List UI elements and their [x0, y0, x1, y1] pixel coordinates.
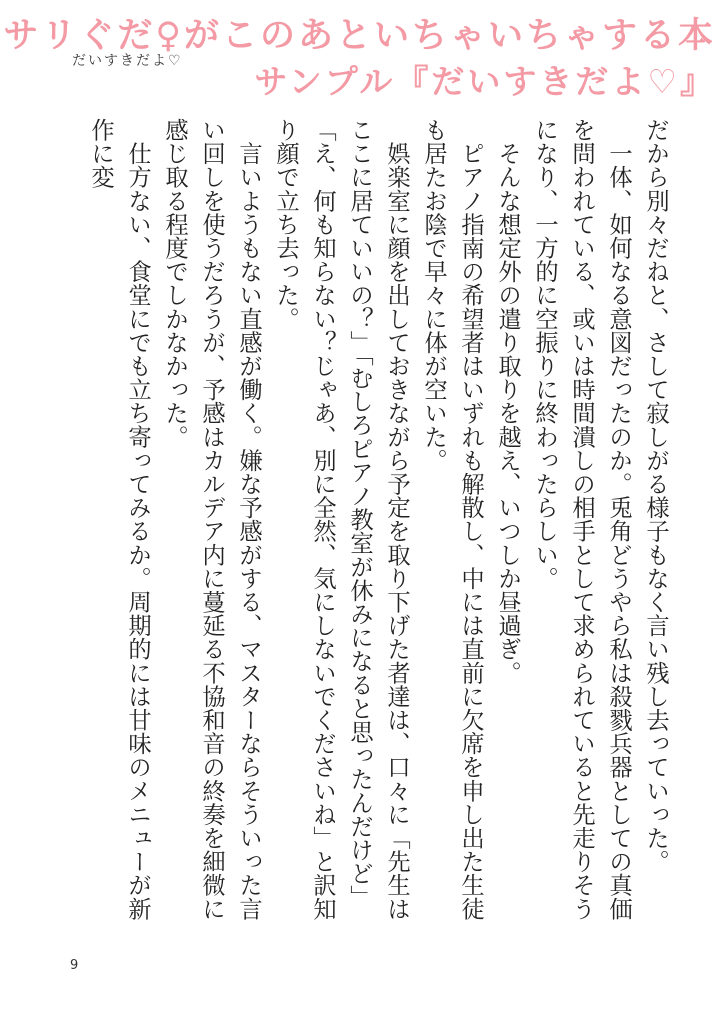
page-number: 9	[70, 958, 79, 973]
running-header-label: だいすきだよ♡	[72, 53, 183, 69]
vertical-body-text	[87, 118, 674, 940]
body-paragraphs: だから別々だねと、さして寂しがる様子もなく言い残し去っていった。 一体、如何なる意図だったのか。兎角どうやら私は殺戮兵器としての真価を問われている、或いは時間潰しの相手として求められていると先走りそうになり、一方的に空振りに終わったらしい。 そんな想定外の遣り取りを越え、いつしか昼過ぎ。 ピアノ指南の希望者はいずれも解散し、中には直前に欠席を申し出た生徒も居たお陰で早々に体が空いた。 娯楽室に顔を出しておきながら予定を取り下げた者達は、口々に「先生はここに居ていいの？」「むしろピアノ教室が休みになると思ったんだけど」「え、何も知らない？じゃあ、別に全然、気にしないでくださいね」と訳知り顔で立ち去った。 言いようもない直感が働く。嫌な予感がする、マスターならそういった言い回しを使うだろうが、予感はカルデア内に蔓延る不協和音の終奏を細微に感じ取る程度でしかなかった。 仕方ない、食堂にでも立ち寄ってみるか。周期的には甘味のメニューが新作に変	[87, 118, 669, 921]
book-title-line-1: サリぐだ♀がこのあといちゃいちゃする本	[3, 16, 716, 56]
book-title-line-2: サンプル『だいすきだよ♡』	[254, 62, 716, 101]
